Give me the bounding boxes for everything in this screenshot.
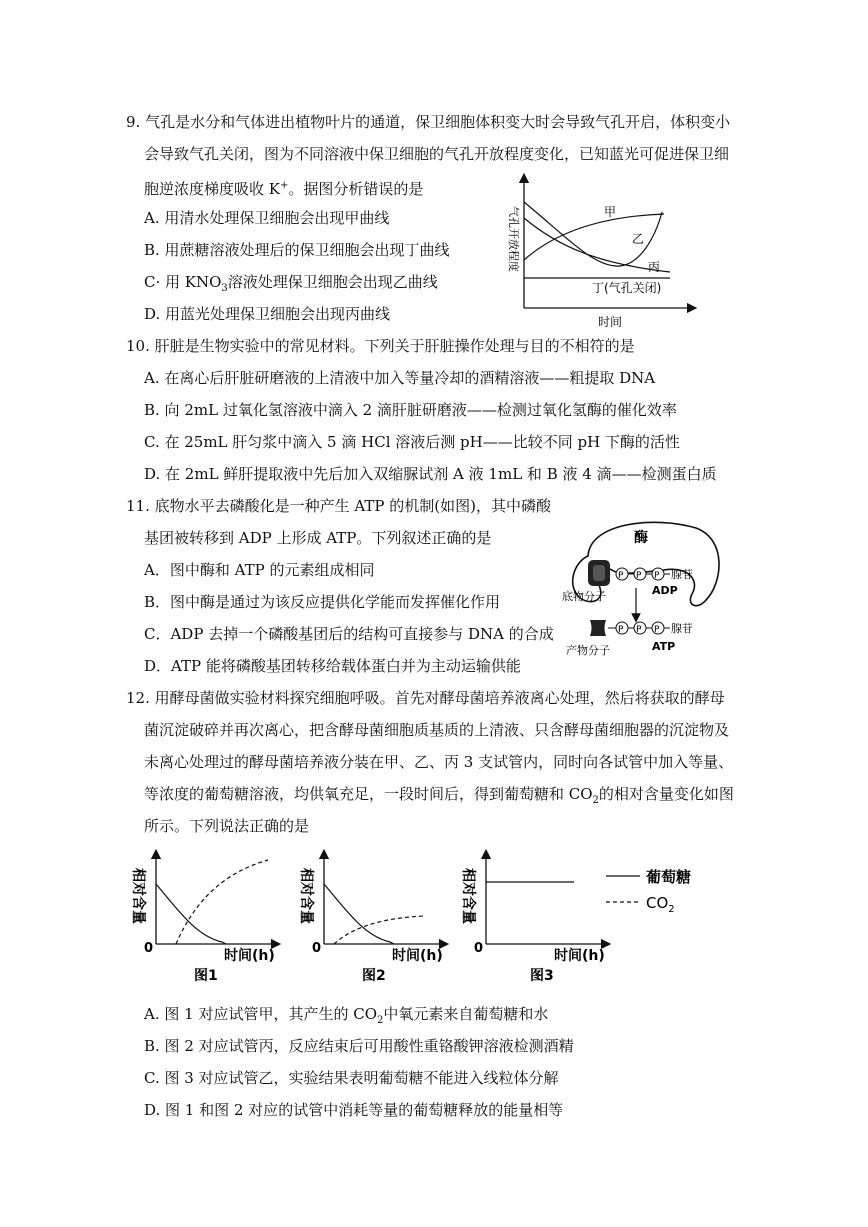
q12-stem-line1: 12. 用酵母菌做实验材料探究细胞呼吸。首先对酵母菌培养液离心处理，然后将获取的酵母 [126, 689, 725, 707]
q11-stem-line2: 基团被转移到 ADP 上形成 ATP。下列叙述正确的是 [144, 529, 492, 547]
svg-text:P: P [618, 625, 624, 635]
q9-option-d[interactable]: D. 用蓝光处理保卫细胞会出现丙曲线 [144, 305, 391, 323]
figure-1 [130, 854, 276, 984]
q11-option-b[interactable]: B．图中酶是通过为该反应提供化学能而发挥催化作用 [144, 593, 501, 611]
q9-y-axis-label: 气孔开放程度 [507, 206, 520, 272]
svg-text:P: P [636, 625, 642, 635]
label-jia: 甲 [604, 205, 617, 219]
legend-co2-label: $CO_2$ [646, 894, 675, 915]
label-yi: 乙 [632, 232, 645, 246]
label-bing: 丙 [648, 260, 661, 274]
q11-option-a[interactable]: A．图中酶和 ATP 的元素组成相同 [144, 561, 375, 579]
q12-stem-line3: 未离心处理过的酵母菌培养液分装在甲、乙、丙 3 支试管内，同时向各试管中加入等量、 [144, 753, 734, 771]
q12-stem-line2: 菌沉淀破碎并再次离心，把含酵母菌细胞质基质的上清液、只含酵母菌细胞器的沉淀物及 [144, 721, 730, 739]
q10-stem: 10. 肝脏是生物实验中的常见材料。下列关于肝脏操作处理与目的不相符的是 [126, 337, 635, 355]
substrate-label: 底物分子 [562, 590, 606, 603]
svg-text:P: P [618, 571, 624, 581]
product-label: 产物分子 [566, 644, 610, 657]
q10-option-d[interactable]: D. 在 2mL 鲜肝提取液中先后加入双缩脲试剂 A 液 1mL 和 B 液 4 滴——检测蛋白质 [144, 465, 717, 483]
fig1-xlabel: 时间(h) [224, 948, 275, 964]
fig2-xlabel: 时间(h) [392, 948, 443, 964]
product-molecule [590, 620, 606, 636]
fig2-co2-curve [334, 916, 424, 944]
q9-stem-line3: 胞逆浓度梯度吸收 K+。据图分析错误的是 [144, 180, 424, 198]
q12-option-c[interactable]: C. 图 3 对应试管乙，实验结果表明葡萄糖不能进入线粒体分解 [144, 1069, 559, 1087]
q9-option-c[interactable]: C· 用 $KNO_3$溶液处理保卫细胞会出现乙曲线 [144, 273, 438, 294]
q11-atp-diagram [560, 514, 728, 664]
q9-stomata-graph [500, 168, 700, 330]
atp-label: ATP [652, 640, 676, 653]
fig2-ylabel: 相对含量 [298, 868, 314, 924]
q12-option-b[interactable]: B. 图 2 对应试管丙，反应结束后可用酸性重铬酸钾溶液检测酒精 [144, 1037, 574, 1055]
q10-option-c[interactable]: C. 在 25mL 肝匀浆中滴入 5 滴 HCl 溶液后测 pH——比较不同 pH 下酶的活性 [144, 433, 680, 451]
q12-stem-line4: 等浓度的葡萄糖溶液，均供氧充足，一段时间后，得到葡萄糖和 $CO_2$的相对含量变化如图 [144, 785, 734, 806]
svg-text:0: 0 [312, 941, 322, 956]
fig2-glucose-curve [324, 884, 394, 944]
q11-stem-line1: 11. 底物水平去磷酸化是一种产生 ATP 的机制(如图)，其中磷酸 [126, 497, 551, 515]
figure-2 [298, 854, 444, 984]
fig1-glucose-curve [156, 884, 226, 944]
enzyme-label: 酶 [634, 530, 648, 546]
svg-text:0: 0 [474, 941, 484, 956]
q9-option-a[interactable]: A. 用清水处理保卫细胞会出现甲曲线 [144, 209, 390, 227]
q9-x-axis-label: 时间 [598, 315, 623, 329]
q12-figures [126, 848, 716, 988]
q9-option-b[interactable]: B. 用蔗糖溶液处理后的保卫细胞会出现丁曲线 [144, 241, 450, 259]
q9-stem-line1: 9. 气孔是水分和气体进出植物叶片的通道，保卫细胞体积变大时会导致气孔开启，体积变小 [126, 113, 731, 131]
q11-option-c[interactable]: C．ADP 去掉一个磷酸基团后的结构可直接参与 DNA 的合成 [144, 625, 554, 643]
fig1-ylabel: 相对含量 [130, 868, 146, 924]
fig3-xlabel: 时间(h) [554, 948, 605, 964]
q12-stem-line5: 所示。下列说法正确的是 [144, 817, 310, 835]
q10-option-a[interactable]: A. 在离心后肝脏研磨液的上清液中加入等量冷却的酒精溶液——粗提取 DNA [144, 369, 656, 387]
fig1-co2-curve [176, 860, 268, 944]
legend [606, 868, 691, 915]
fig1-caption: 图1 [194, 968, 218, 984]
fig3-caption: 图3 [530, 968, 554, 984]
figure-3 [460, 854, 606, 984]
fig2-caption: 图2 [362, 968, 386, 984]
fig3-ylabel: 相对含量 [460, 868, 476, 924]
adenosine-label-bottom: 腺苷 [671, 622, 693, 635]
svg-text:P: P [636, 571, 642, 581]
adp-label: ADP [652, 584, 678, 597]
q12-option-d[interactable]: D. 图 1 和图 2 对应的试管中消耗等量的葡萄糖释放的能量相等 [144, 1101, 564, 1119]
q10-option-b[interactable]: B. 向 2mL 过氧化氢溶液中滴入 2 滴肝脏研磨液——检测过氧化氢酶的催化效率 [144, 401, 677, 419]
q12-option-a[interactable]: A. 图 1 对应试管甲，其产生的 $CO_2$中氧元素来自葡萄糖和水 [144, 1005, 549, 1026]
legend-glucose-label: 葡萄糖 [646, 868, 692, 886]
label-ding: 丁(气孔关闭) [592, 281, 662, 295]
svg-text:P: P [654, 625, 660, 635]
svg-text:P: P [654, 571, 660, 581]
q9-stem-line2: 会导致气孔关闭，图为不同溶液中保卫细胞的气孔开放程度变化，已知蓝光可促进保卫细 [144, 145, 730, 163]
svg-text:0: 0 [144, 941, 154, 956]
q11-option-d[interactable]: D．ATP 能将磷酸基团转移给载体蛋白并为主动运输供能 [144, 657, 521, 675]
adenosine-label-top: 腺苷 [671, 568, 693, 581]
